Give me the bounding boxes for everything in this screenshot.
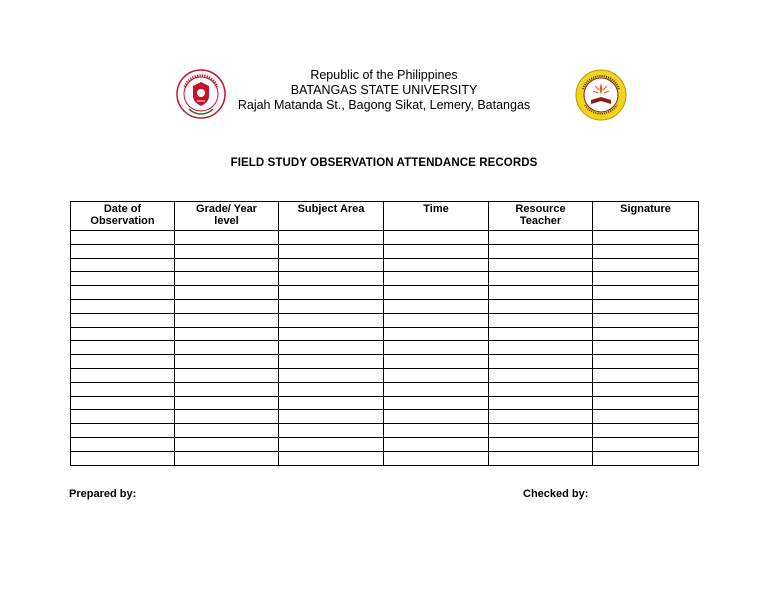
column-header-line: Signature xyxy=(620,203,671,215)
table-cell xyxy=(175,451,279,465)
table-cell xyxy=(71,313,175,327)
table-cell xyxy=(593,313,699,327)
table-row xyxy=(71,327,699,341)
table-cell xyxy=(489,341,593,355)
table-row xyxy=(71,231,699,245)
table-row xyxy=(71,355,699,369)
column-header-line: Observation xyxy=(90,215,155,227)
table-row xyxy=(71,451,699,465)
table-cell xyxy=(279,258,384,272)
table-row xyxy=(71,313,699,327)
table-cell xyxy=(384,410,489,424)
table-cell xyxy=(71,327,175,341)
table-cell xyxy=(71,451,175,465)
table-cell xyxy=(489,437,593,451)
table-cell xyxy=(384,382,489,396)
table-cell xyxy=(279,272,384,286)
prepared-by-label: Prepared by: xyxy=(69,488,137,500)
table-cell xyxy=(279,327,384,341)
document-title: FIELD STUDY OBSERVATION ATTENDANCE RECORDS xyxy=(230,157,538,169)
table-cell xyxy=(71,231,175,245)
table-cell xyxy=(175,272,279,286)
column-header-line: Grade/ Year xyxy=(196,203,257,215)
table-cell xyxy=(384,396,489,410)
column-header-line: Teacher xyxy=(519,215,562,227)
table-row xyxy=(71,437,699,451)
header-line-university: BATANGAS STATE UNIVERSITY xyxy=(290,83,478,97)
table-cell xyxy=(71,341,175,355)
table-cell xyxy=(175,424,279,438)
table-cell xyxy=(71,368,175,382)
table-row xyxy=(71,382,699,396)
column-header-line: Resource xyxy=(515,203,566,215)
table-row xyxy=(71,272,699,286)
table-cell xyxy=(593,396,699,410)
table-cell xyxy=(279,368,384,382)
table-cell xyxy=(384,231,489,245)
table-cell xyxy=(384,286,489,300)
table-row xyxy=(71,368,699,382)
table-cell xyxy=(593,451,699,465)
table-cell xyxy=(279,244,384,258)
table-row xyxy=(71,244,699,258)
table-cell xyxy=(279,231,384,245)
table-cell xyxy=(71,424,175,438)
table-cell xyxy=(384,258,489,272)
column-header-resource-teacher xyxy=(489,202,593,231)
table-cell xyxy=(71,299,175,313)
table-cell xyxy=(489,231,593,245)
table-cell xyxy=(175,327,279,341)
table-cell xyxy=(489,451,593,465)
column-header-line: level xyxy=(214,215,239,227)
table-cell xyxy=(175,231,279,245)
table-cell xyxy=(175,368,279,382)
table-cell xyxy=(384,299,489,313)
column-header-signature xyxy=(593,202,699,231)
checked-by-label: Checked by: xyxy=(523,488,589,500)
table-cell xyxy=(175,341,279,355)
table-cell xyxy=(384,368,489,382)
table-cell xyxy=(593,410,699,424)
table-cell xyxy=(489,244,593,258)
table-cell xyxy=(279,313,384,327)
table-cell xyxy=(384,313,489,327)
table-cell xyxy=(384,272,489,286)
table-cell xyxy=(384,424,489,438)
letterhead xyxy=(0,68,768,113)
table-cell xyxy=(71,244,175,258)
table-cell xyxy=(384,327,489,341)
table-cell xyxy=(489,368,593,382)
table-cell xyxy=(279,299,384,313)
table-cell xyxy=(593,272,699,286)
table-header-row xyxy=(71,202,699,231)
table-cell xyxy=(384,341,489,355)
table-cell xyxy=(593,424,699,438)
table-cell xyxy=(175,437,279,451)
table-row xyxy=(71,410,699,424)
table-cell xyxy=(279,286,384,300)
table-row xyxy=(71,258,699,272)
table-cell xyxy=(593,355,699,369)
table-row xyxy=(71,341,699,355)
table-cell xyxy=(71,410,175,424)
table-cell xyxy=(279,355,384,369)
table-cell xyxy=(175,382,279,396)
column-header-subject-area xyxy=(279,202,384,231)
table-cell xyxy=(71,382,175,396)
table-cell xyxy=(71,355,175,369)
table-cell xyxy=(489,396,593,410)
table-cell xyxy=(279,424,384,438)
table-cell xyxy=(593,286,699,300)
table-cell xyxy=(175,313,279,327)
table-cell xyxy=(175,410,279,424)
table-cell xyxy=(175,244,279,258)
table-cell xyxy=(71,437,175,451)
table-cell xyxy=(489,327,593,341)
table-cell xyxy=(384,437,489,451)
table-cell xyxy=(489,272,593,286)
table-cell xyxy=(279,382,384,396)
table-cell xyxy=(175,396,279,410)
table-cell xyxy=(175,258,279,272)
table-cell xyxy=(593,231,699,245)
table-cell xyxy=(593,437,699,451)
table-cell xyxy=(279,396,384,410)
table-cell xyxy=(279,437,384,451)
table-cell xyxy=(71,272,175,286)
table-cell xyxy=(279,410,384,424)
table-cell xyxy=(489,313,593,327)
table-cell xyxy=(489,424,593,438)
table-cell xyxy=(175,286,279,300)
table-cell xyxy=(279,341,384,355)
table-row xyxy=(71,286,699,300)
table-row xyxy=(71,396,699,410)
table-cell xyxy=(593,327,699,341)
column-header-line: Subject Area xyxy=(297,203,365,215)
table-row xyxy=(71,424,699,438)
table-cell xyxy=(175,299,279,313)
table-cell xyxy=(593,244,699,258)
table-cell xyxy=(175,355,279,369)
table-cell xyxy=(593,382,699,396)
table-cell xyxy=(71,396,175,410)
table-cell xyxy=(489,286,593,300)
table-cell xyxy=(384,355,489,369)
header-line-republic: Republic of the Philippines xyxy=(310,68,458,82)
column-header-date xyxy=(71,202,175,231)
table-cell xyxy=(384,244,489,258)
column-header-line: Time xyxy=(423,203,449,215)
table-body xyxy=(71,231,699,466)
table-cell xyxy=(71,286,175,300)
table-row xyxy=(71,299,699,313)
table-cell xyxy=(489,355,593,369)
header-line-address: Rajah Matanda St., Bagong Sikat, Lemery, Batangas xyxy=(237,98,531,112)
table-cell xyxy=(489,410,593,424)
column-header-time xyxy=(384,202,489,231)
table-cell xyxy=(279,451,384,465)
table-cell xyxy=(593,341,699,355)
table-cell xyxy=(489,299,593,313)
column-header-line: Date of xyxy=(103,203,142,215)
table-cell xyxy=(384,451,489,465)
table-cell xyxy=(489,382,593,396)
table-cell xyxy=(593,258,699,272)
table-cell xyxy=(593,368,699,382)
table-cell xyxy=(593,299,699,313)
attendance-table xyxy=(70,201,699,466)
table-cell xyxy=(489,258,593,272)
column-header-grade-level xyxy=(175,202,279,231)
table-cell xyxy=(71,258,175,272)
